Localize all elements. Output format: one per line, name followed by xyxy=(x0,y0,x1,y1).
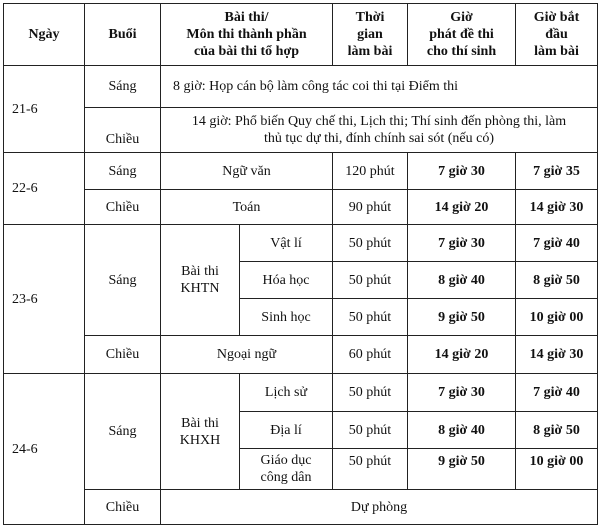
session-cell: Chiều xyxy=(85,108,161,153)
duration-cell: 50 phút xyxy=(333,374,408,412)
header-ngay: Ngày xyxy=(4,4,85,66)
bat-dau-cell: 7 giờ 40 xyxy=(516,374,598,412)
note-cell: 8 giờ: Họp cán bộ làm công tác coi thi tại Điểm thi xyxy=(161,66,598,108)
bat-dau-cell: 8 giờ 50 xyxy=(516,412,598,449)
session-cell: Chiều xyxy=(85,336,161,374)
phat-de-cell: 8 giờ 40 xyxy=(408,262,516,299)
table-row xyxy=(4,66,598,108)
table-row xyxy=(4,108,598,153)
bat-dau-cell: 14 giờ 30 xyxy=(516,336,598,374)
exam-schedule-table xyxy=(3,3,598,525)
table-row xyxy=(4,225,598,262)
group-cell: Bài thi KHTN xyxy=(161,225,240,336)
duration-cell: 50 phút xyxy=(333,299,408,336)
phat-de-cell: 14 giờ 20 xyxy=(408,336,516,374)
bat-dau-cell: 7 giờ 40 xyxy=(516,225,598,262)
date-cell: 24-6 xyxy=(4,374,85,525)
session-cell: Sáng xyxy=(85,225,161,336)
duration-cell: 50 phút xyxy=(333,225,408,262)
note-cell: 14 giờ: Phổ biến Quy chế thi, Lịch thi; Thí sinh đến phòng thi, làm thủ tục dự thi, đính chính sai sót (nếu có) xyxy=(161,108,598,153)
subject-cell: Ngoại ngữ xyxy=(161,336,333,374)
session-cell: Sáng xyxy=(85,66,161,108)
table-row xyxy=(4,190,598,225)
table-row xyxy=(4,490,598,525)
phat-de-cell: 9 giờ 50 xyxy=(408,299,516,336)
phat-de-cell: 14 giờ 20 xyxy=(408,190,516,225)
subject-cell: Hóa học xyxy=(240,262,333,299)
date-cell: 21-6 xyxy=(4,66,85,153)
header-gio-bat-dau: Giờ bắt đầu làm bài xyxy=(516,4,598,66)
group-cell: Bài thi KHXH xyxy=(161,374,240,490)
session-cell: Sáng xyxy=(85,153,161,190)
duration-cell: 120 phút xyxy=(333,153,408,190)
date-cell: 22-6 xyxy=(4,153,85,225)
phat-de-cell: 7 giờ 30 xyxy=(408,374,516,412)
date-cell: 23-6 xyxy=(4,225,85,374)
phat-de-cell: 7 giờ 30 xyxy=(408,225,516,262)
duration-cell: 60 phút xyxy=(333,336,408,374)
phat-de-cell: 9 giờ 50 xyxy=(408,449,516,490)
bat-dau-cell: 14 giờ 30 xyxy=(516,190,598,225)
header-bai-thi: Bài thi/ Môn thi thành phần của bài thi tổ hợp xyxy=(161,4,333,66)
header-row xyxy=(4,4,598,66)
duration-cell: 90 phút xyxy=(333,190,408,225)
bat-dau-cell: 8 giờ 50 xyxy=(516,262,598,299)
header-thoi-gian: Thời gian làm bài xyxy=(333,4,408,66)
table-row xyxy=(4,374,598,412)
duration-cell: 50 phút xyxy=(333,449,408,490)
bat-dau-cell: 10 giờ 00 xyxy=(516,299,598,336)
subject-cell: Sinh học xyxy=(240,299,333,336)
bat-dau-cell: 7 giờ 35 xyxy=(516,153,598,190)
subject-cell: Địa lí xyxy=(240,412,333,449)
session-cell: Sáng xyxy=(85,374,161,490)
header-buoi: Buổi xyxy=(85,4,161,66)
subject-cell: Vật lí xyxy=(240,225,333,262)
header-gio-phat-de: Giờ phát đề thi cho thí sinh xyxy=(408,4,516,66)
duration-cell: 50 phút xyxy=(333,262,408,299)
subject-cell: Toán xyxy=(161,190,333,225)
bat-dau-cell: 10 giờ 00 xyxy=(516,449,598,490)
duration-cell: 50 phút xyxy=(333,412,408,449)
session-cell: Chiều xyxy=(85,490,161,525)
subject-cell: Giáo dục công dân xyxy=(240,449,333,490)
subject-cell: Dự phòng xyxy=(161,490,598,525)
subject-cell: Ngữ văn xyxy=(161,153,333,190)
table-row xyxy=(4,336,598,374)
phat-de-cell: 8 giờ 40 xyxy=(408,412,516,449)
session-cell: Chiều xyxy=(85,190,161,225)
table-row xyxy=(4,153,598,190)
subject-cell: Lịch sử xyxy=(240,374,333,412)
phat-de-cell: 7 giờ 30 xyxy=(408,153,516,190)
